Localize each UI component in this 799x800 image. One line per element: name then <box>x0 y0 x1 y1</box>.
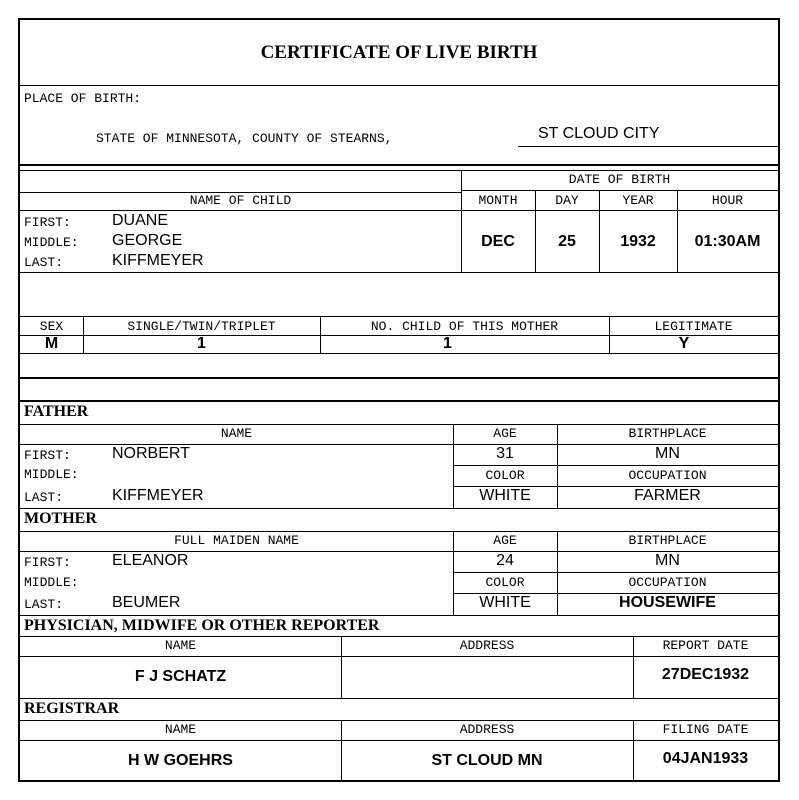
divider <box>20 164 778 166</box>
plurality-label: SINGLE/TWIN/TRIPLET <box>127 319 276 334</box>
father-birthplace-label: BIRTHPLACE <box>628 426 707 441</box>
father-occupation-label: OCCUPATION <box>628 468 707 483</box>
registrar-name-label: NAME <box>164 722 197 737</box>
father-color: WHITE <box>479 487 531 504</box>
place-of-birth-state-county: STATE OF MINNESOTA, COUNTY OF STEARNS, <box>96 131 393 146</box>
reporter-name: F J SCHATZ <box>134 668 227 685</box>
hour-label: HOUR <box>711 193 744 208</box>
divider <box>20 636 778 637</box>
place-of-birth-label: PLACE OF BIRTH: <box>24 91 142 106</box>
divider <box>453 572 778 573</box>
divider <box>20 615 778 616</box>
mother-name-label: FULL MAIDEN NAME <box>174 533 299 548</box>
divider <box>20 740 778 741</box>
day-label: DAY <box>555 193 579 208</box>
mother-section-label: MOTHER <box>24 510 97 527</box>
year-label: YEAR <box>622 193 654 208</box>
father-section-label: FATHER <box>24 403 89 420</box>
divider <box>20 508 778 509</box>
father-birthplace: MN <box>655 445 680 462</box>
child-last-label: LAST: <box>24 255 64 270</box>
mother-first-name: ELEANOR <box>112 552 189 569</box>
father-color-label: COLOR <box>485 468 525 483</box>
child-number-value: 1 <box>443 335 452 352</box>
registrar-name: H W GOEHRS <box>128 752 233 769</box>
father-name-label: NAME <box>220 426 253 441</box>
father-last-name: KIFFMEYER <box>112 487 204 504</box>
certificate-title: CERTIFICATE OF LIVE BIRTH <box>260 42 538 63</box>
mother-first-label: FIRST: <box>24 555 71 570</box>
mother-color: WHITE <box>479 594 531 611</box>
child-first-name: DUANE <box>112 212 169 229</box>
father-age-label: AGE <box>493 426 517 441</box>
birth-year: 1932 <box>620 233 656 250</box>
divider <box>20 531 778 532</box>
city-underline <box>518 146 778 147</box>
registrar-address: ST CLOUD MN <box>431 752 543 769</box>
report-date-label: REPORT DATE <box>662 638 749 653</box>
divider <box>20 272 778 273</box>
report-date: 27DEC1932 <box>661 666 750 683</box>
divider <box>20 377 778 379</box>
mother-color-label: COLOR <box>485 575 525 590</box>
reporter-name-label: NAME <box>164 638 197 653</box>
divider <box>461 190 778 191</box>
mother-occupation: HOUSEWIFE <box>619 594 716 611</box>
birth-month: DEC <box>481 233 515 250</box>
sex-label: SEX <box>39 319 64 334</box>
certificate <box>18 18 780 782</box>
filing-date-label: FILING DATE <box>662 722 749 737</box>
legitimate-label: LEGITIMATE <box>654 319 733 334</box>
divider <box>20 720 778 721</box>
mother-middle-label: MIDDLE: <box>24 575 79 590</box>
child-middle-label: MIDDLE: <box>24 235 79 250</box>
registrar-address-label: ADDRESS <box>459 722 515 737</box>
sex-value: M <box>44 335 59 352</box>
reporter-address-label: ADDRESS <box>459 638 515 653</box>
birth-hour: 01:30AM <box>694 233 761 250</box>
father-middle-label: MIDDLE: <box>24 467 79 482</box>
child-middle-name: GEORGE <box>112 232 183 249</box>
father-first-name: NORBERT <box>112 445 190 462</box>
father-last-label: LAST: <box>24 490 64 505</box>
divider <box>20 353 778 354</box>
divider <box>20 698 778 699</box>
mother-occupation-label: OCCUPATION <box>628 575 707 590</box>
name-of-child-label: NAME OF CHILD <box>189 193 292 208</box>
divider <box>453 465 778 466</box>
month-label: MONTH <box>478 193 518 208</box>
mother-birthplace: MN <box>655 552 680 569</box>
father-first-label: FIRST: <box>24 448 71 463</box>
divider <box>20 424 778 425</box>
place-of-birth-city: ST CLOUD CITY <box>538 125 660 142</box>
father-age: 31 <box>496 445 514 462</box>
birth-day: 25 <box>558 233 576 250</box>
registrar-section-label: REGISTRAR <box>24 700 120 717</box>
child-last-name: KIFFMEYER <box>112 252 204 269</box>
child-number-label: NO. CHILD OF THIS MOTHER <box>370 319 559 334</box>
plurality-value: 1 <box>197 335 206 352</box>
father-occupation: FARMER <box>634 487 701 504</box>
mother-birthplace-label: BIRTHPLACE <box>628 533 707 548</box>
child-first-label: FIRST: <box>24 215 71 230</box>
divider <box>20 170 778 171</box>
date-of-birth-label: DATE OF BIRTH <box>568 172 671 187</box>
reporter-section-label: PHYSICIAN, MIDWIFE OR OTHER REPORTER <box>24 617 380 634</box>
divider <box>20 400 778 402</box>
filing-date: 04JAN1933 <box>662 750 749 767</box>
mother-age-label: AGE <box>493 533 517 548</box>
divider <box>20 85 778 86</box>
divider <box>20 656 778 657</box>
divider <box>20 316 778 317</box>
mother-age: 24 <box>496 552 514 569</box>
mother-last-name: BEUMER <box>112 594 181 611</box>
divider <box>20 210 778 211</box>
legitimate-value: Y <box>678 335 690 352</box>
mother-last-label: LAST: <box>24 597 64 612</box>
